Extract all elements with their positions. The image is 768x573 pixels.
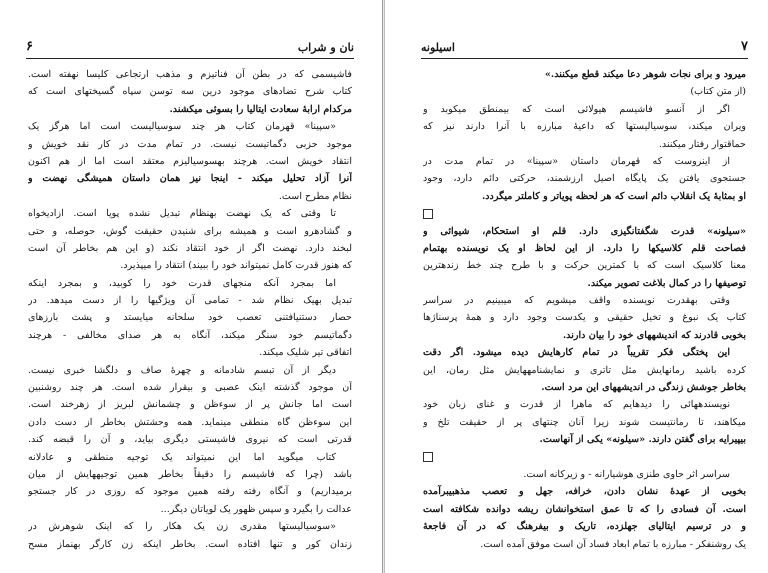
right-text-line: کتاب یک نبوغ و تخیل حقیقی و یکدست وجود دارد و همهٔ پرسناژها (423, 312, 746, 324)
right-text-line: فصاحت قلم کلاسیکها را دارد. از این لحاظ او یک نویسنده بهتمام (423, 242, 746, 254)
right-text-line: بخوبی قادرند که اندیشههای خود را بیان دارند. (562, 329, 746, 341)
left-text-line: این سوءظن گاه منطقی مینماید. همه وحشتش بخاطر از دست دادن (28, 416, 352, 428)
right-page-number: ۷ (741, 39, 748, 54)
left-text-line: انتقاد خویش است. هرچند بهسوسیالیزم معتقد است اما از هم اکنون (28, 155, 352, 167)
right-text-line: کرده باشید رمانهایش مثل تاتری و نمایشنامههایش مثل رمان، این (423, 364, 746, 376)
right-text-line: بیپیرایه برای گفتن دارند. «سیلونه» یکی از آنهاست. (539, 434, 746, 446)
right-text-line: «سیلونه» قدرت شگفتانگیزی دارد. قلم او استحکام، شیوائی و (423, 225, 746, 237)
left-header-title: نان و شراب (297, 41, 354, 54)
left-header-rule (26, 58, 354, 59)
left-text-line: آن موجود گذشته اینک عصبی و بیقرار شده است. هر چند روشنبین (28, 382, 352, 394)
right-text-line: جستجوی یافتن یک پایگاه اصیل ارزشمند، حرکتی دائم دارد، وجود (423, 173, 746, 185)
left-text-line: که هنوز قدرت کامل نمیتواند خود را ببیند) انتقاد را میپذیرد. (120, 260, 352, 272)
section-end-marker (423, 449, 746, 466)
left-text-line: مرکدام ارابهٔ سعادت ایتالیا را بسوئی میکشند. (169, 103, 352, 115)
right-header-rule (421, 58, 748, 59)
left-text-line: «سوسیالیستها مقدری زن یک هکار را که اینک شوهرش در (28, 521, 336, 533)
left-page-header (26, 38, 354, 54)
left-text-line: کتاب شرح تضادهای موجود درین سه توسن سپاه گسیختهای است که (28, 86, 352, 98)
left-text-line: اما بمجرد آنکه منجهای قدرت خود را کوبید، و بمجرد اینکه (28, 277, 336, 289)
left-text-line: برمیداریم) و آنگاه رفته رفته همین موجود که روزی در کار جستجو (28, 486, 352, 498)
left-page-body (28, 66, 352, 553)
right-text-line: معنا کلاسیک است که با کمترین حرکت و با طرح چند خط زندهترین (423, 260, 746, 272)
right-page-body (423, 66, 746, 553)
left-text-line: باشد (چرا که فاشیسم را دقیقاً بخاطر همین توجیههایش از میان (28, 468, 352, 480)
left-text-line: زندان کور و تنها افتاده است. بخاطر اینکه زن کارگر بهنماز مسح (28, 538, 352, 550)
right-text-line: میرود و برای نجات شوهر دعا میکند قطع میکنند.» (544, 69, 746, 80)
left-text-line: لبخند دارد. نهضت اگر از خود انتقاد نکند (و این هم بخاطر آن است (28, 242, 352, 254)
left-text-line: حصار دستنیافتنی تعصب خود سلحانه میایستد و پشت بارزهای (28, 312, 352, 324)
right-text-line: میکاهند، تا رمانتیست شوند زیرا آنان چنتهای پر از حقیقت تلخ و (423, 416, 746, 428)
right-text-line: ویران میکند، سوسیالیستها که داعیهٔ مبارزه با آنرا دارند نیز که (423, 121, 746, 133)
left-text-line: است اما جانش پر از سوءظن و چشمانش لبریز از زهرخند است. (28, 399, 352, 411)
right-text-line: از اینروست که قهرمان داستان «سپینا» در تمام مدت در (423, 155, 730, 167)
right-text-line: حماقتوار رفتار میکنند. (658, 138, 746, 150)
left-text-line: موجود حزبی دگماتیست نیست. در تمام مدت در کار نقد خویش و (28, 138, 352, 150)
section-end-marker (423, 205, 746, 222)
right-text-line: اگر از آنسو فاشیسم هیولائی است که بیمنطق میکوبد و (423, 103, 730, 115)
right-text-line: بخاطر جوشش زندگی در اندیشههای این مرد است. (541, 382, 746, 394)
right-text-line: نویسندههائی را دیدهایم که ماهرا از قدرت و غنای زبان خود (423, 399, 730, 411)
right-header-title: اسیلونه (421, 41, 455, 54)
right-text-line: سراسر اثر حاوی طنزی هوشیارانه - و زیرکانه است. (523, 468, 730, 480)
right-text-line: و در ترسیم ایتالیای جهلزده، تاریک و بیفرهنگ که در آن فاجعهٔ (423, 521, 746, 533)
square-marker-icon (423, 209, 433, 219)
right-text-line: این پختگی فکر تقریباً در تمام کارهایش دیده میشود. اگر دقت (423, 347, 730, 359)
left-text-line: تا وقتی که یک نهضت بهنظام تبدیل نشده پویا است. ازادیخواه (28, 208, 336, 220)
right-text-line: توصیفها را در کمال بلاغت تصویر میکند. (587, 277, 746, 289)
left-text-line: کتاب میگوید اما این نمیتواند یک توجیه منطقی و عادلانه (28, 451, 336, 463)
right-page (384, 0, 768, 573)
left-text-line: دیگر از آن تبسم شادمانه و چهرهٔ صاف و دلگشا خبری نیست. (28, 364, 336, 376)
right-text-line: (از متن کتاب) (690, 86, 746, 98)
left-page (0, 0, 383, 573)
square-marker-icon (423, 452, 433, 462)
left-text-line: و گشادهرو است و همیشه برای شنیدن حقیقت گوش، حوصله، و حتی (28, 225, 352, 237)
left-text-line: قدرتی است که نیروی فاشیستی دیگری بیاید، و آن را قبضه کند. (28, 434, 352, 446)
right-text-line: وقتی بهقدرت نویسنده واقف میشویم که میبینیم در سراسر (423, 295, 730, 307)
left-text-line: اتفاقی تیر شلیک میکند. (259, 347, 352, 359)
left-text-line: نظام مطرح است. (278, 190, 352, 202)
left-text-line: دگماتیسم خود سنگر میکند، آنگاه به هر صدای مخالفی - هرچند (28, 329, 352, 341)
left-text-line: عدالت را بگیرد و سپس ظهور یک لویاتان دیگر... (160, 503, 352, 515)
right-text-line: است. آن فسادی را که تا عمق استخوانشان ریشه دوانده شکافته است (423, 503, 746, 515)
left-page-number: ۶ (26, 39, 33, 54)
right-text-line: بخوبی از عهدهٔ نشان دادن، خرافه، جهل و تعصب مذهبیبرآمده (423, 486, 746, 498)
left-text-line: «سپینا» قهرمان کتاب هر چند سوسیالیست است اما هرگز یک (28, 121, 336, 133)
right-text-line: یک روشنفکر - مبارزه با تمام ابعاد فساد آن است موفق آمده است. (480, 538, 746, 550)
left-text-line: تبدیل بهیک نظام شد - تمامی آن ویژگیها را از دست میدهد. در (28, 295, 352, 307)
left-text-line: فاشیسمی که در بطن آن فناتیزم و مذهب ارتجاعی کلیسا نهفته است. (28, 69, 352, 80)
left-text-line: آنرا آزاد تحلیل میکند - اینجا نیز همان داستان همیشگی نهضت و (28, 173, 352, 185)
right-text-line: او بمثابهٔ یک انقلاب دائم است که هر لحظه پویاتر و کاملتر میگردد. (481, 190, 746, 202)
right-page-header (421, 38, 748, 54)
